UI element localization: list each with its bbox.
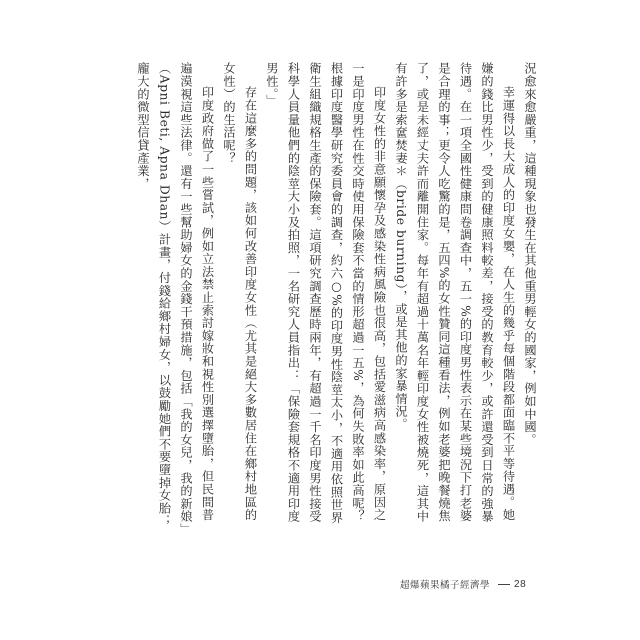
footer-book-title: 超爆蘋果橘子經濟學 <box>400 580 491 591</box>
running-footer <box>400 577 526 591</box>
paragraph: 印度政府做了一些嘗試，例如立法禁止索討嫁妝和視性別選擇墮胎，但民間普遍漠視這些法律。還有一些幫助婦女的金錢干預措施，包括「我的女兒，我的新娘」（Apni Beti, Apna Dhan）計畫，付錢給鄉村婦女，以鼓勵她們不要墮掉女胎；龐大的微型信貸產業， <box>136 62 215 530</box>
footer-divider <box>498 584 510 585</box>
paragraph: 存在這麼多的問題，該如何改善印度女性（尤其是絕大多數居住在鄉村地區的女性）的生活呢？ <box>222 62 258 522</box>
body-text <box>66 62 540 532</box>
page-number: 28 <box>514 578 527 590</box>
paragraph: 況愈來愈嚴重，這種現象也發生在其他重男輕女的國家，例如中國。 <box>523 62 537 446</box>
paragraph: 印度女性的非意願懷孕及感染性病風險也很高，包括愛滋病高感染率，原因之一是印度男性在性交時使用保險套不當的情形超過一五%，為何失敗率如此高呢？根據印度醫學研究委員會的調查，約六○%的印度男性陰莖太小，不適用依照世界衛生組織規格生產的保險套。這項研究調查歷時兩年，有超過一千名印度男性接受科學人員量他們的陰莖大小及拍照，一名研究人員指出：「保險套規格不適用印度男性。」 <box>265 62 387 524</box>
paragraph: 幸運得以長大成人的印度女嬰，在人生的幾乎每個階段都面臨不平等待遇。她嫌的錢比男性少，受到的健康照料較差，接受的教育較少，或許還受到日常的強暴待遇。在一項全國性健康問卷調查中，五一%的印度男性表示在某些境況下打老婆是合理的事；更令人吃驚的是，五四%的女性贊同這種看法，例如老婆把晚餐燒焦了，或是未經丈夫許而離開住家。每年有超過十萬名年輕印度女性被燒死，這其中有許多是索奩焚妻＊（bride burning），或是其他的家暴情況。 <box>394 62 516 523</box>
